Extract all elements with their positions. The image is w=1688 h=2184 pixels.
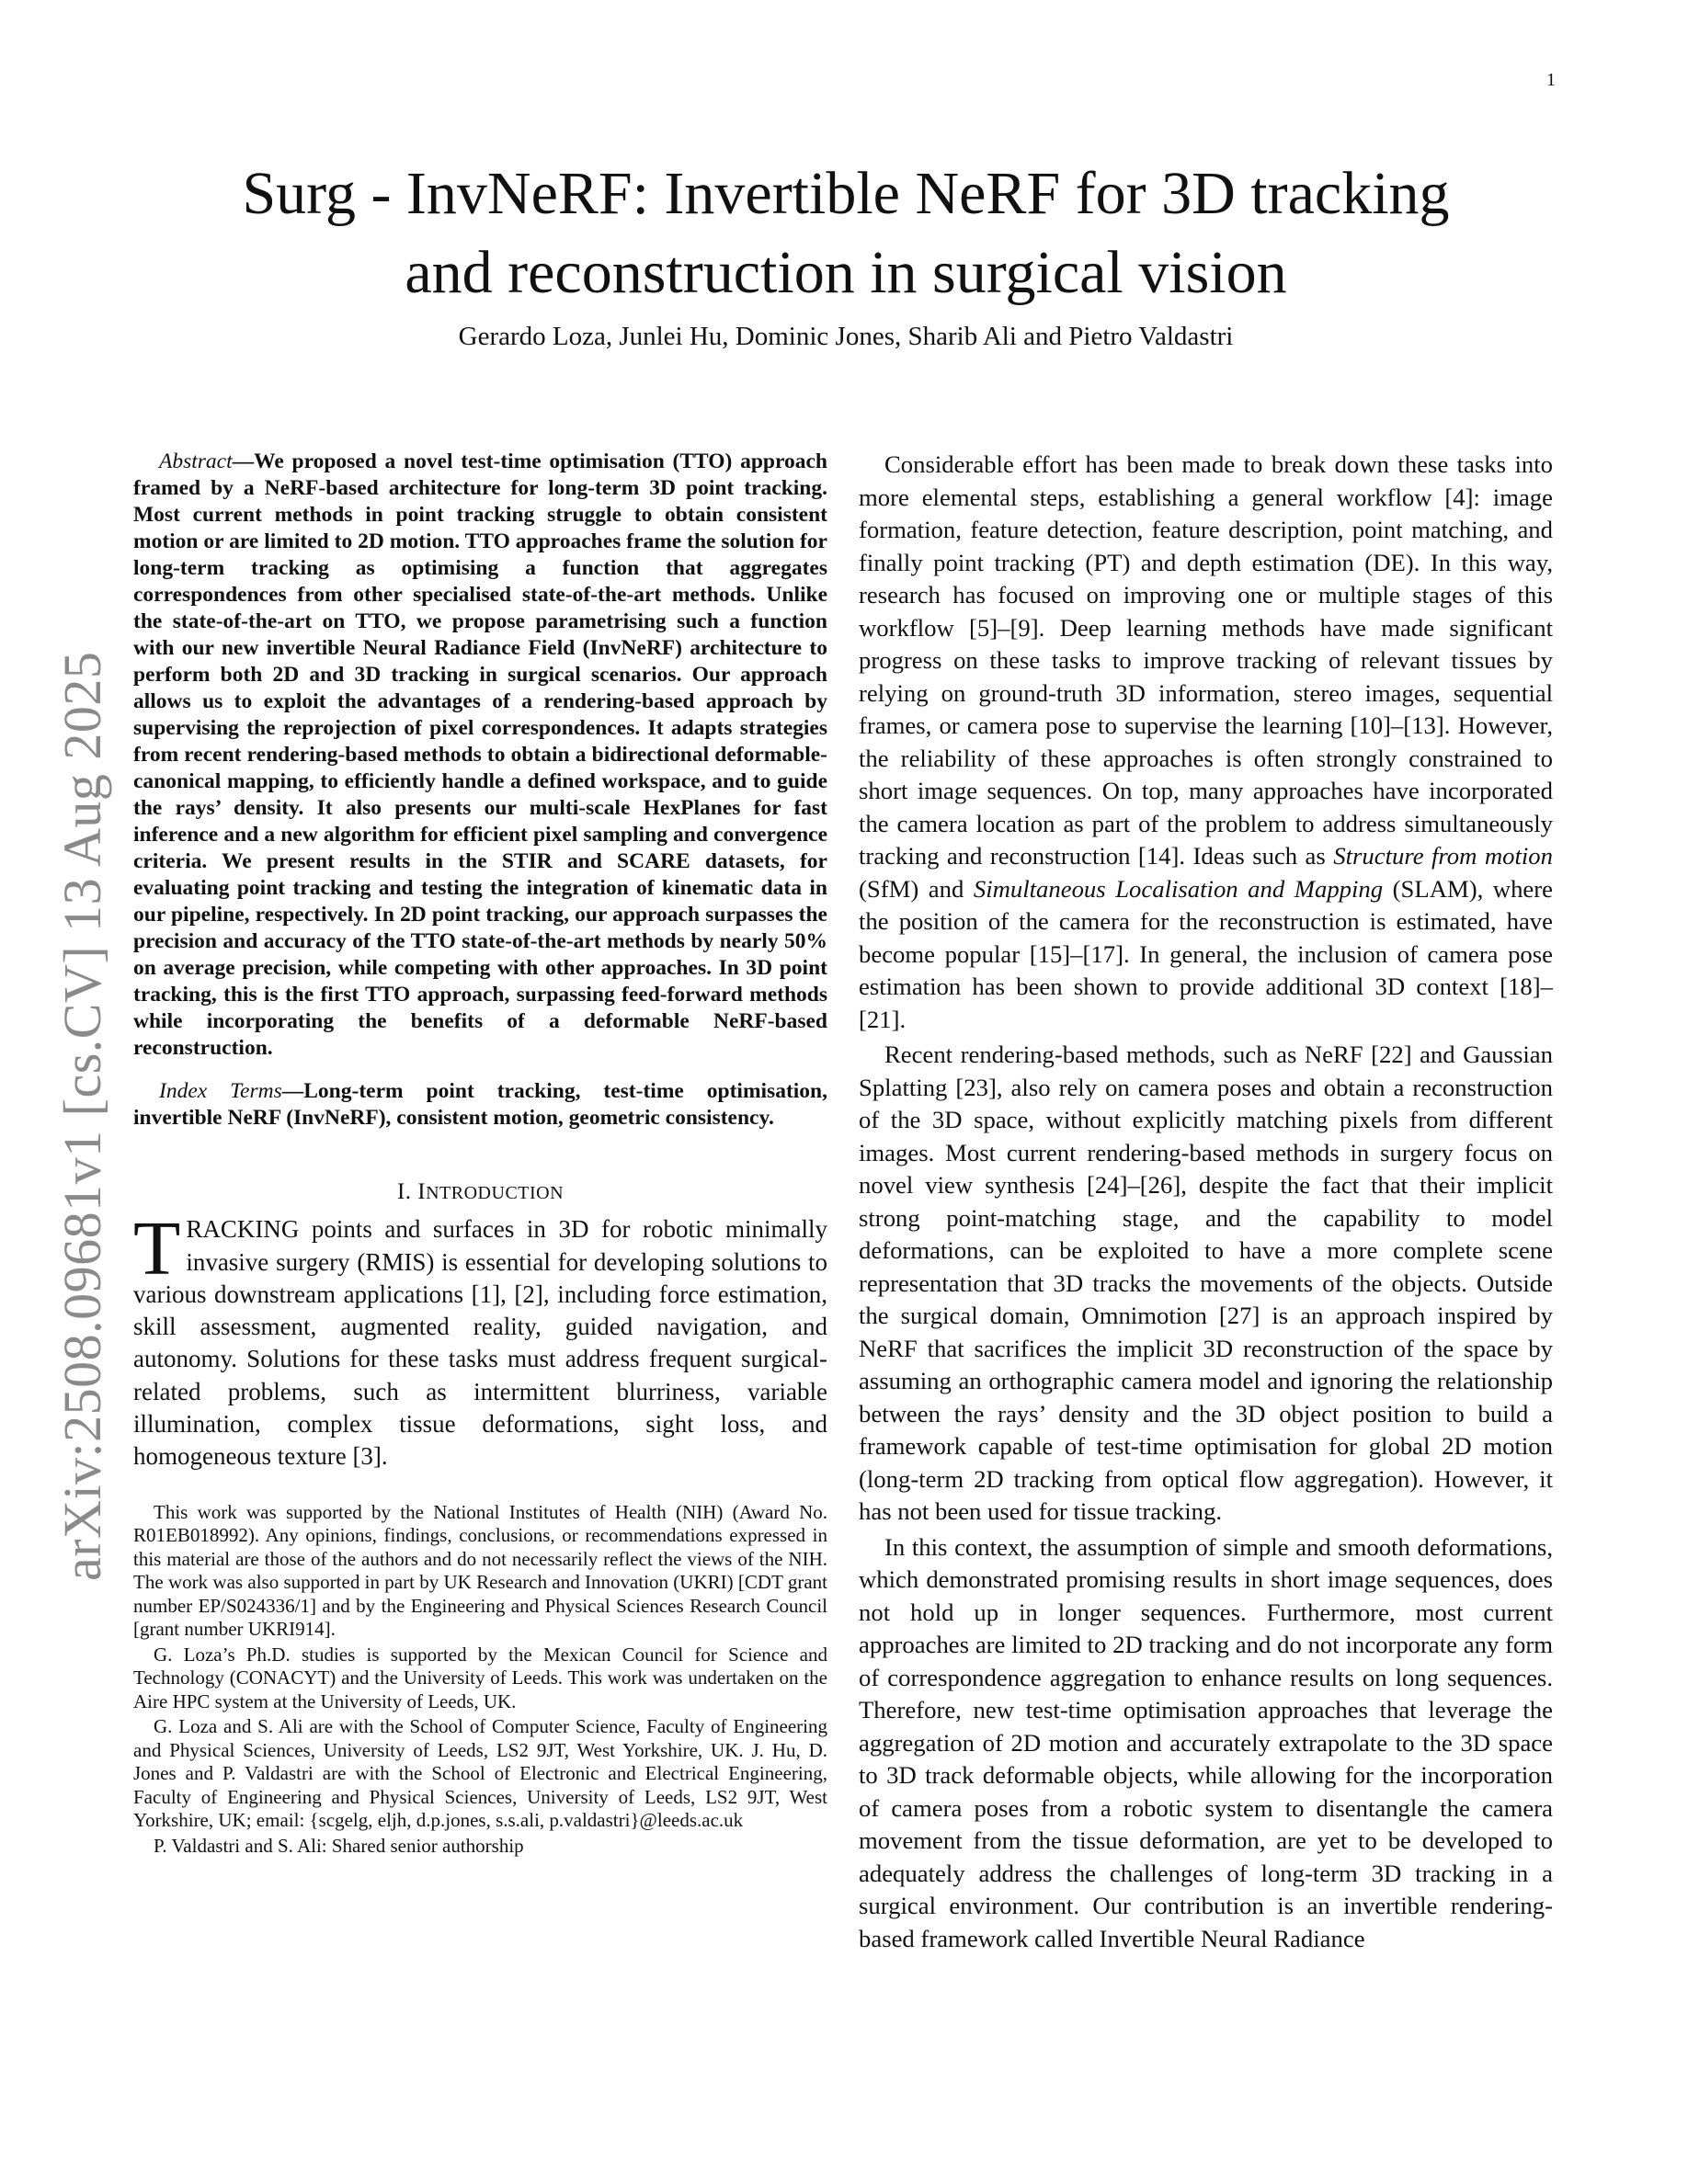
introduction-text: points and surfaces in 3D for robotic minimally invasive surgery (RMIS) is essential for developing solutions to various downstream applications [1], [2], including force estimation, skill assessment, augmented reality, guided navigation, and autonomy. Solutions for these tasks must address frequent surgical-related problems, such as intermittent blurriness, variable illumination, complex tissue deformations, sight loss, and homogeneous texture [3]. — [133, 1215, 827, 1471]
first-word-rest: RACKING — [186, 1215, 300, 1244]
emphasis-slam: Simultaneous Localisation and Mapping — [973, 874, 1384, 903]
footnote-funding: This work was supported by the National Institutes of Health (NIH) (Award No. R01EB018992). Any opinions, findings, conclusions, or recommendations expressed in this material are those of the authors and do not necessarily reflect the views of the NIH. The work was also supported in part by UK Research and Innovation (UKRI) [CDT grant number EP/S024336/1] and by the Engineering and Physical Sciences Research Council [grant number UKRI914]. — [133, 1500, 827, 1641]
section-heading-first-letter: I — [417, 1179, 427, 1204]
body-text: Considerable effort has been made to break down these tasks into more elemental steps, establishing a general workflow [4]: image formation, feature detection, feature description, point matching, and finally point tracking (PT) and depth estimation (DE). In this way, research has focused on improving one or multiple stages of this workflow [5]–[9]. Deep learning methods have made significant progress on these tasks to improve tracking of relevant tissues by relying on ground-truth 3D information, stereo images, sequential frames, or camera pose to supervise the learning [10]–[13]. However, the reliability of these approaches is often strongly constrained to short image sequences. On top, many approaches have incorporated the camera location as part of the problem to address simultaneously tracking and reconstruction [14]. Ideas such as — [859, 450, 1553, 870]
abstract — [133, 449, 827, 1062]
title-line-1: Surg - InvNeRF: Invertible NeRF for 3D tracking — [242, 160, 1450, 227]
body-text: (SLAM), where the position of the camera for the reconstruction is estimated, have become popular [15]–[17]. In general, the inclusion of camera pose estimation has been shown to provide additional 3D context [18]–[21]. — [859, 874, 1553, 1033]
introduction-paragraph — [133, 1206, 827, 1473]
body-paragraph-3: In this context, the assumption of simple and smooth deformations, which demonstrated promising results in short image sequences, does not hold up in longer sequences. Furthermore, most current approaches are limited to 2D tracking and do not incorporate any form of correspondence aggregation to enhance results on long sequences. Therefore, new test-time optimisation approaches that leverage the aggregation of 2D motion and accurately extrapolate to the 3D space to 3D track deformable objects, while allowing for the incorporation of camera poses from a robotic system to disentangle the camera movement from the tissue deformation, are yet to be developed to adequately address the challenges of long-term 3D tracking in a surgical environment. Our contribution is an invertible rendering-based framework called Invertible Neural Radiance — [859, 1532, 1553, 1952]
index-terms-lead: Index Terms — [159, 1079, 282, 1103]
right-column — [859, 449, 1553, 1955]
footnote-affiliations: G. Loza and S. Ali are with the School of Computer Science, Faculty of Engineering and Physical Sciences, University of Leeds, LS2 9JT, West Yorkshire, UK. J. Hu, D. Jones and P. Valdastri are with the School of Electronic and Electrical Engineering, Faculty of Engineering and Physical Sciences, University of Leeds, LS2 9JT, West Yorkshire, UK; email: {scgelg, eljh, d.p.jones, s.s.ali, p.valdastri}@leeds.ac.uk — [133, 1715, 827, 1832]
footnotes — [133, 1501, 827, 1859]
drop-cap: T — [133, 1206, 181, 1292]
index-terms-text: —Long-term point tracking, test-time optimisation, invertible NeRF (InvNeRF), consistent motion, geometric consistency. — [133, 1079, 827, 1130]
index-terms — [133, 1078, 827, 1132]
arxiv-identifier-stamp: arXiv:2508.09681v1 [cs.CV] 13 Aug 2025 — [52, 651, 112, 1581]
footnote-phd-support: G. Loza’s Ph.D. studies is supported by the Mexican Council for Science and Technology (CONACYT) and the University of Leeds. This work was undertaken on the Aire HPC system at the University of Leeds, UK. — [133, 1643, 827, 1712]
body-paragraph-2: Recent rendering-based methods, such as NeRF [22] and Gaussian Splatting [23], also rely on camera poses and obtain a reconstruction of the 3D space, without explicitly matching pixels from different images. Most current rendering-based methods in surgery focus on novel view synthesis [24]–[26], despite the fact that their implicit strong point-matching stage, and the capability to model deformations, can be exploited to have a more complete scene representation that 3D tracks the movements of the objects. Outside the surgical domain, Omnimotion [27] is an approach inspired by NeRF that sacrifices the implicit 3D reconstruction of the space by assuming an orthographic camera model and ignoring the relationship between the rays’ density and the 3D object position to build a framework capable of test-time optimisation for global 2D motion (long-term 2D tracking from optical flow aggregation). However, it has not been used for tissue tracking. — [859, 1041, 1553, 1525]
footnote-senior-authorship: P. Valdastri and S. Ali: Shared senior authorship — [154, 1834, 524, 1857]
section-heading-introduction — [133, 1176, 827, 1210]
section-heading-rest: NTRODUCTION — [426, 1183, 565, 1203]
abstract-text: —We proposed a novel test-time optimisation (TTO) approach framed by a NeRF-based architecture for long-term 3D point tracking. Most current methods in point tracking struggle to obtain consistent motion or are limited to 2D motion. TTO approaches frame the solution for long-term tracking as optimising a function that aggregates correspondences from other specialised state-of-the-art methods. Unlike the state-of-the-art on TTO, we propose parametrising such a function with our new invertible Neural Radiance Field (InvNeRF) architecture to perform both 2D and 3D tracking in surgical scenarios. Our approach allows us to exploit the advantages of a rendering-based approach by supervising the reprojection of pixel correspondences. It adapts strategies from recent rendering-based methods to obtain a bidirectional deformable-canonical mapping, to efficiently handle a defined workspace, and to guide the rays’ density. It also presents our multi-scale HexPlanes for fast inference and a new algorithm for efficient pixel sampling and convergence criteria. We present results in the STIR and SCARE datasets, for evaluating point tracking and testing the integration of kinematic data in our pipeline, respectively. In 2D point tracking, our approach surpasses the precision and accuracy of the TTO state-of-the-art methods by nearly 50% on average precision, while competing with other approaches. In 3D point tracking, this is the first TTO approach, surpassing feed-forward methods while incorporating the benefits of a deformable NeRF-based reconstruction. — [133, 449, 827, 1060]
left-column — [133, 449, 827, 1858]
paper-title — [138, 154, 1554, 313]
page-number: 1 — [1546, 70, 1556, 90]
title-line-2: and reconstruction in surgical vision — [405, 239, 1287, 306]
abstract-lead: Abstract — [159, 449, 233, 473]
body-paragraph-1 — [859, 449, 1553, 1036]
section-numeral: I. — [396, 1179, 412, 1204]
body-text: (SfM) and — [859, 874, 974, 903]
emphasis-sfm: Structure from motion — [1333, 842, 1553, 870]
author-list: Gerardo Loza, Junlei Hu, Dominic Jones, Sharib Ali and Pietro Valdastri — [458, 322, 1234, 351]
